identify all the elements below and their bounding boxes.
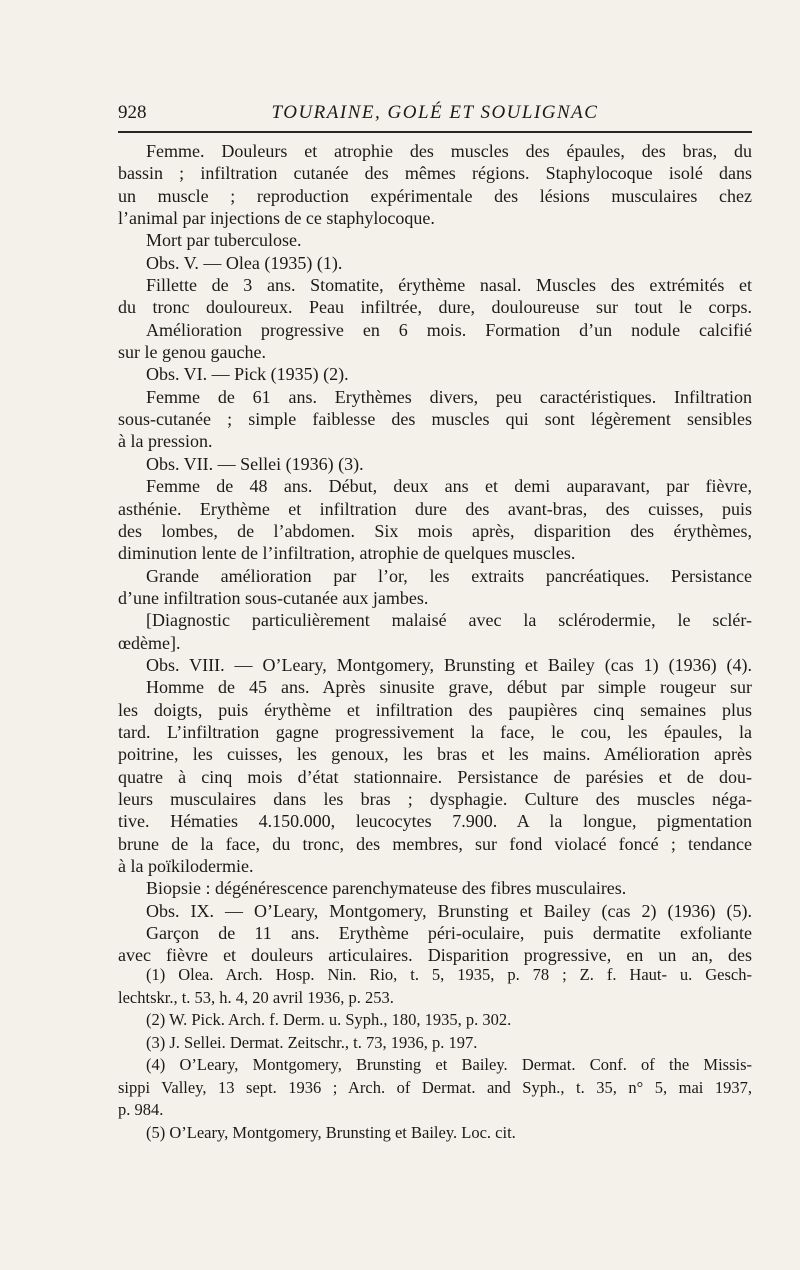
body-line: l’animal par injections de ce staphylocoque. <box>118 208 435 229</box>
body-line: sous-cutanée ; simple faiblesse des muscles qui sont légèrement sensibles <box>118 409 752 430</box>
body-line: quatre à cinq mois d’état stationnaire. Persistance de parésies et de dou- <box>118 766 752 787</box>
body-line: brune de la face, du tronc, des membres, sur fond violacé foncé ; tendance <box>118 833 752 854</box>
header-rule <box>118 131 752 133</box>
footnote: sippi Valley, 13 sept. 1936 ; Arch. of Dermat. and Syph., t. 35, n° 5, mai 1937, <box>118 1077 752 1097</box>
page-number: 928 <box>118 102 147 123</box>
body-line: du tronc douloureux. Peau infiltrée, dure, douloureuse sur tout le corps. <box>118 297 752 318</box>
body-line: Biopsie : dégénérescence parenchymateuse des fibres musculaires. <box>146 878 627 899</box>
body-line: tard. L’infiltration gagne progressivement la face, le cou, les épaules, la <box>118 721 752 742</box>
obs-heading: Obs. V. — Olea (1935) (1). <box>146 252 343 273</box>
body-line: tive. Hématies 4.150.000, leucocytes 7.900. A la longue, pigmentation <box>118 811 752 832</box>
body-line: œdème]. <box>118 632 181 653</box>
body-line: Fillette de 3 ans. Stomatite, érythème nasal. Muscles des extrémités et <box>146 275 752 296</box>
body-line: sur le genou gauche. <box>118 342 266 363</box>
body-line: à la pression. <box>118 431 213 452</box>
body-line: Garçon de 11 ans. Erythème péri-oculaire, puis dermatite exfoliante <box>146 923 752 944</box>
body-text <box>118 140 752 967</box>
body-line: des lombes, de l’abdomen. Six mois après, disparition des érythèmes, <box>118 520 752 541</box>
body-line: Femme. Douleurs et atrophie des muscles des épaules, des bras, du <box>146 141 752 161</box>
page-header <box>118 100 752 130</box>
body-line: leurs musculaires dans les bras ; dysphagie. Culture des muscles néga- <box>118 788 752 809</box>
body-line: bassin ; infiltration cutanée des mêmes régions. Staphylocoque isolé dans <box>118 163 752 184</box>
body-line: diminution lente de l’infiltration, atrophie de quelques muscles. <box>118 543 576 564</box>
footnotes <box>118 964 752 1144</box>
footnote: (2) W. Pick. Arch. f. Derm. u. Syph., 180, 1935, p. 302. <box>146 1010 512 1029</box>
body-line: Homme de 45 ans. Après sinusite grave, début par simple rougeur sur <box>146 677 752 698</box>
body-line: [Diagnostic particulièrement malaisé avec la sclérodermie, le sclér- <box>146 610 752 631</box>
footnote: lechtskr., t. 53, h. 4, 20 avril 1936, p. 253. <box>118 987 394 1007</box>
obs-heading: Obs. VI. — Pick (1935) (2). <box>146 364 349 385</box>
body-line: avec fièvre et douleurs articulaires. Disparition progressive, en un an, des <box>118 945 752 966</box>
body-line: les doigts, puis érythème et infiltration des paupières cinq semaines plus <box>118 699 752 720</box>
body-line: Mort par tuberculose. <box>146 230 302 251</box>
obs-heading: Obs. VIII. — O’Leary, Montgomery, Brunsting et Bailey (cas 1) (1936) (4). <box>146 654 752 675</box>
footnote: (1) Olea. Arch. Hosp. Nin. Rio, t. 5, 1935, p. 78 ; Z. f. Haut- u. Gesch- <box>146 965 752 984</box>
body-line: poitrine, les cuisses, les genoux, les bras et les mains. Amélioration après <box>118 744 752 765</box>
body-line: asthénie. Erythème et infiltration dure des avant-bras, des cuisses, puis <box>118 498 752 519</box>
body-line: d’une infiltration sous-cutanée aux jambes. <box>118 587 429 608</box>
body-line: Femme de 48 ans. Début, deux ans et demi auparavant, par fièvre, <box>146 476 752 497</box>
footnote: (4) O’Leary, Montgomery, Brunsting et Bailey. Dermat. Conf. of the Missis- <box>146 1055 752 1074</box>
running-title: TOURAINE, GOLÉ ET SOULIGNAC <box>271 102 599 123</box>
footnote: (3) J. Sellei. Dermat. Zeitschr., t. 73, 1936, p. 197. <box>146 1032 478 1052</box>
body-line: Amélioration progressive en 6 mois. Formation d’un nodule calcifié <box>146 319 752 340</box>
body-line: à la poïkilodermie. <box>118 856 254 876</box>
obs-heading: Obs. VII. — Sellei (1936) (3). <box>146 453 364 474</box>
footnote: p. 984. <box>118 1100 164 1119</box>
body-line: Femme de 61 ans. Erythèmes divers, peu caractéristiques. Infiltration <box>146 386 752 407</box>
body-line: Grande amélioration par l’or, les extraits pancréatiques. Persistance <box>146 565 752 586</box>
footnote: (5) O’Leary, Montgomery, Brunsting et Bailey. Loc. cit. <box>146 1122 516 1142</box>
body-line: un muscle ; reproduction expérimentale des lésions musculaires chez <box>118 185 752 206</box>
obs-heading: Obs. IX. — O’Leary, Montgomery, Brunsting et Bailey (cas 2) (1936) (5). <box>146 900 752 921</box>
